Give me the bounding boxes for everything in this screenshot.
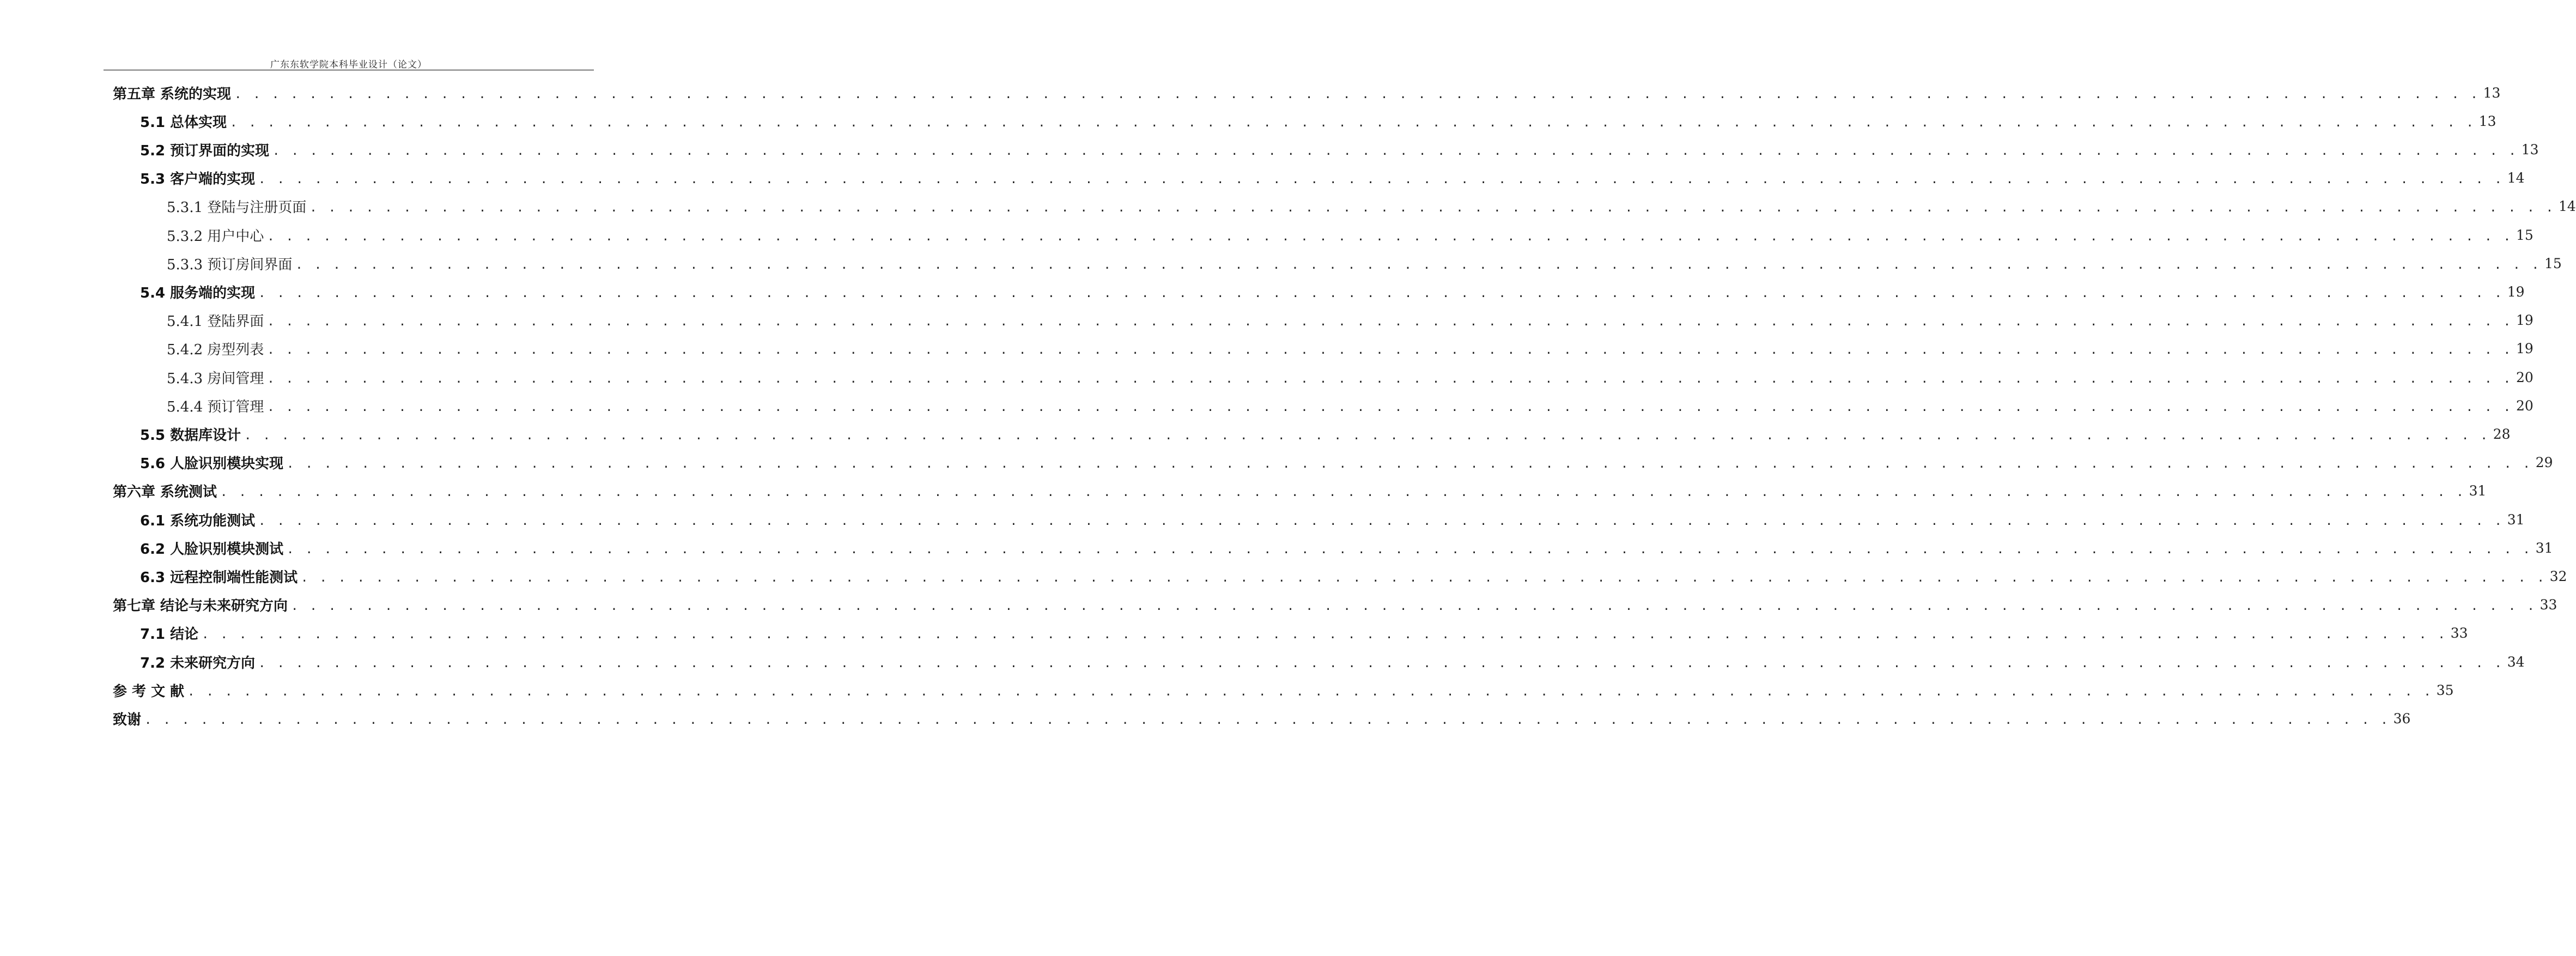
toc-entry[interactable] [167, 338, 2534, 359]
toc-entry-label: 5.4.2 房型列表 [167, 342, 264, 359]
toc-entry-page-number: 19 [2516, 341, 2534, 357]
dot-leader: . . . . . . . . . . . . . . . . . . . . . . . . . . . . . . . . . . . . . . . . . . . . . . . . . . . . . . . . . . . . . . . . . . . . . . . . . . . . . . . . . . . . . . . . . . . . . . . . . . . . . . . . . . . . . . . . . . . . . . . . [267, 229, 2513, 244]
toc-entry-page-number: 20 [2516, 397, 2534, 414]
toc-entry-page-number: 36 [2393, 710, 2411, 727]
dot-leader: . . . . . . . . . . . . . . . . . . . . . . . . . . . . . . . . . . . . . . . . . . . . . . . . . . . . . . . . . . . . . . . . . . . . . . . . . . . . . . . . . . . . . . . . . . . . . . . . . . . . . . . . . . . . . . . . . . . . . . . . [230, 116, 2476, 130]
toc-entry-label: 5.3.1 登陆与注册页面 [167, 199, 307, 216]
toc-entry-page-number: 33 [2450, 625, 2468, 642]
toc-entry[interactable] [167, 225, 2534, 245]
toc-entry[interactable] [167, 395, 2534, 416]
toc-entry-label: 5.1 总体实现 [140, 114, 227, 131]
toc-entry-page-number: 31 [2507, 511, 2525, 528]
dot-leader: . . . . . . . . . . . . . . . . . . . . . . . . . . . . . . . . . . . . . . . . . . . . . . . . . . . . . . . . . . . . . . . . . . . . . . . . . . . . . . . . . . . . . . . . . . . . . . . . . . . . . . . . . . . . . . . . . . . . . . . . [267, 400, 2513, 414]
dot-leader: . . . . . . . . . . . . . . . . . . . . . . . . . . . . . . . . . . . . . . . . . . . . . . . . . . . . . . . . . . . . . . . . . . . . . . . . . . . . . . . . . . . . . . . . . . . . . . . . . . . . . . . . . . . . . . . . . . . . . . . . [258, 286, 2504, 300]
toc-entry-label: 第五章 系统的实现 [113, 86, 232, 102]
dot-leader: . . . . . . . . . . . . . . . . . . . . . . . . . . . . . . . . . . . . . . . . . . . . . . . . . . . . . . . . . . . . . . . . . . . . . . . . . . . . . . . . . . . . . . . . . . . . . . . . . . . . . . . . . . . . . . . . . . . . . . . . [287, 457, 2532, 471]
dot-leader: . . . . . . . . . . . . . . . . . . . . . . . . . . . . . . . . . . . . . . . . . . . . . . . . . . . . . . . . . . . . . . . . . . . . . . . . . . . . . . . . . . . . . . . . . . . . . . . . . . . . . . . . . . . . . . . . . . . . . . . . [258, 514, 2504, 528]
toc-entry-label: 7.1 结论 [140, 626, 199, 643]
toc-entry[interactable] [140, 281, 2525, 302]
dot-leader: . . . . . . . . . . . . . . . . . . . . . . . . . . . . . . . . . . . . . . . . . . . . . . . . . . . . . . . . . . . . . . . . . . . . . . . . . . . . . . . . . . . . . . . . . . . . . . . . . . . . . . . . . . . . . . . . . . . . . . . . [267, 372, 2513, 386]
toc-entry[interactable] [167, 310, 2534, 331]
toc-entry-page-number: 15 [2516, 227, 2534, 243]
toc-entry-label: 6.2 人脸识别模块测试 [140, 541, 284, 558]
dot-leader: . . . . . . . . . . . . . . . . . . . . . . . . . . . . . . . . . . . . . . . . . . . . . . . . . . . . . . . . . . . . . . . . . . . . . . . . . . . . . . . . . . . . . . . . . . . . . . . . . . . . . . . . . . . . . . . . . . . . . . . . [267, 343, 2513, 358]
toc-entry[interactable] [140, 452, 2553, 473]
toc-entry-label: 5.6 人脸识别模块实现 [140, 456, 284, 473]
toc-entry[interactable] [140, 111, 2496, 131]
toc-entry-label: 5.4 服务端的实现 [140, 285, 256, 301]
dot-leader: . . . . . . . . . . . . . . . . . . . . . . . . . . . . . . . . . . . . . . . . . . . . . . . . . . . . . . . . . . . . . . . . . . . . . . . . . . . . . . . . . . . . . . . . . . . . . . . . . . . . . . . . . . . . . . . . . . . . . . . . [244, 428, 2490, 443]
toc-entry-page-number: 35 [2436, 682, 2454, 698]
toc-entry-page-number: 14 [2507, 170, 2525, 186]
toc-entry-page-number: 32 [2549, 568, 2567, 584]
toc-entry-label: 7.2 未来研究方向 [140, 655, 256, 671]
dot-leader: . . . . . . . . . . . . . . . . . . . . . . . . . . . . . . . . . . . . . . . . . . . . . . . . . . . . . . . . . . . . . . . . . . . . . . . . . . . . . . . . . . . . . . . . . . . . . . . . . . . . . . . . . . . . . . . . . . . . . . . . [287, 542, 2532, 556]
toc-entry-page-number: 15 [2544, 255, 2562, 271]
toc-entry-page-number: 31 [2469, 483, 2487, 499]
dot-leader: . . . . . . . . . . . . . . . . . . . . . . . . . . . . . . . . . . . . . . . . . . . . . . . . . . . . . . . . . . . . . . . . . . . . . . . . . . . . . . . . . . . . . . . . . . . . . . . . . . . . . . . . . . . . . . . . . . . . . . . . [187, 685, 2433, 699]
toc-entry-label: 5.4.4 预订管理 [167, 398, 264, 415]
running-header: 广东东软学院本科毕业设计（论文） [270, 59, 427, 70]
toc-entry[interactable] [140, 423, 2511, 444]
toc-entry-label: 5.5 数据库设计 [140, 427, 241, 444]
toc-entry-page-number: 33 [2539, 597, 2557, 613]
toc-entry-label: 参 考 文 献 [113, 683, 185, 700]
toc-entry[interactable] [140, 623, 2468, 644]
toc-entry[interactable] [167, 253, 2562, 274]
dot-leader: . . . . . . . . . . . . . . . . . . . . . . . . . . . . . . . . . . . . . . . . . . . . . . . . . . . . . . . . . . . . . . . . . . . . . . . . . . . . . . . . . . . . . . . . . . . . . . . . . . . . . . . . . . . . . . . . . . . . . . . . [220, 486, 2466, 500]
dot-leader: . . . . . . . . . . . . . . . . . . . . . . . . . . . . . . . . . . . . . . . . . . . . . . . . . . . . . . . . . . . . . . . . . . . . . . . . . . . . . . . . . . . . . . . . . . . . . . . . . . . . . . . . . . . . . . . . . . . . . . . . [309, 201, 2556, 215]
dot-leader: . . . . . . . . . . . . . . . . . . . . . . . . . . . . . . . . . . . . . . . . . . . . . . . . . . . . . . . . . . . . . . . . . . . . . . . . . . . . . . . . . . . . . . . . . . . . . . . . . . . . . . . . . . . . . . . . . . . . . . . . [295, 258, 2542, 272]
toc-entry-label: 第七章 结论与未来研究方向 [113, 598, 288, 615]
toc-entry[interactable] [113, 481, 2487, 501]
toc-entry[interactable] [140, 139, 2539, 160]
dot-leader: . . . . . . . . . . . . . . . . . . . . . . . . . . . . . . . . . . . . . . . . . . . . . . . . . . . . . . . . . . . . . . . . . . . . . . . . . . . . . . . . . . . . . . . . . . . . . . . . . . . . . . . . . . . . . . . . . . . . . . . . [202, 628, 2447, 642]
toc-entry-page-number: 13 [2483, 84, 2501, 101]
dot-leader: . . . . . . . . . . . . . . . . . . . . . . . . . . . . . . . . . . . . . . . . . . . . . . . . . . . . . . . . . . . . . . . . . . . . . . . . . . . . . . . . . . . . . . . . . . . . . . . . . . . . . . . . . . . . . . . . . . . . . . . . [301, 571, 2547, 585]
toc-entry[interactable] [140, 537, 2553, 558]
toc-entry[interactable] [140, 168, 2525, 189]
toc-entry-page-number: 13 [2478, 113, 2496, 129]
toc-entry-page-number: 31 [2535, 540, 2553, 556]
toc-entry-page-number: 14 [2559, 198, 2576, 215]
toc-entry-page-number: 29 [2535, 455, 2553, 471]
toc-entry-page-number: 34 [2507, 654, 2525, 670]
toc-entry-label: 第六章 系统测试 [113, 484, 217, 501]
toc-entry-label: 5.3.3 预订房间界面 [167, 256, 293, 273]
toc-entry[interactable] [113, 595, 2557, 615]
dot-leader: . . . . . . . . . . . . . . . . . . . . . . . . . . . . . . . . . . . . . . . . . . . . . . . . . . . . . . . . . . . . . . . . . . . . . . . . . . . . . . . . . . . . . . . . . . . . . . . . . . . . . . . . . . . . . . . . . . . . . . . . [258, 173, 2504, 187]
toc-entry[interactable] [113, 680, 2454, 700]
dot-leader: . . . . . . . . . . . . . . . . . . . . . . . . . . . . . . . . . . . . . . . . . . . . . . . . . . . . . . . . . . . . . . . . . . . . . . . . . . . . . . . . . . . . . . . . . . . . . . . . . . . . . . . . . . . . . . . . . . . . . . . . [291, 600, 2537, 614]
dot-leader: . . . . . . . . . . . . . . . . . . . . . . . . . . . . . . . . . . . . . . . . . . . . . . . . . . . . . . . . . . . . . . . . . . . . . . . . . . . . . . . . . . . . . . . . . . . . . . . . . . . . . . . . . . . . . . . . . . . . . . . . [234, 87, 2480, 101]
toc-entry[interactable] [140, 566, 2567, 586]
toc-entry-page-number: 28 [2493, 426, 2511, 442]
toc-entry-page-number: 13 [2521, 141, 2539, 158]
toc-entry-label: 5.3 客户端的实现 [140, 171, 256, 188]
toc-entry[interactable] [113, 82, 2501, 103]
toc-entry-label: 5.4.3 房间管理 [167, 370, 264, 387]
toc-entry-label: 5.2 预订界面的实现 [140, 142, 270, 159]
toc-entry-label: 6.3 远程控制端性能测试 [140, 569, 298, 586]
toc-entry-page-number: 19 [2516, 312, 2534, 329]
toc-entry[interactable] [140, 509, 2525, 530]
toc-entry[interactable] [167, 367, 2534, 388]
toc-entry[interactable] [140, 651, 2525, 672]
dot-leader: . . . . . . . . . . . . . . . . . . . . . . . . . . . . . . . . . . . . . . . . . . . . . . . . . . . . . . . . . . . . . . . . . . . . . . . . . . . . . . . . . . . . . . . . . . . . . . . . . . . . . . . . . . . . . . . . . . . . . . . . [144, 713, 2390, 727]
dot-leader: . . . . . . . . . . . . . . . . . . . . . . . . . . . . . . . . . . . . . . . . . . . . . . . . . . . . . . . . . . . . . . . . . . . . . . . . . . . . . . . . . . . . . . . . . . . . . . . . . . . . . . . . . . . . . . . . . . . . . . . . [272, 144, 2518, 158]
dot-leader: . . . . . . . . . . . . . . . . . . . . . . . . . . . . . . . . . . . . . . . . . . . . . . . . . . . . . . . . . . . . . . . . . . . . . . . . . . . . . . . . . . . . . . . . . . . . . . . . . . . . . . . . . . . . . . . . . . . . . . . . [258, 656, 2504, 670]
toc-entry-label: 5.4.1 登陆界面 [167, 313, 264, 330]
toc-entry[interactable] [113, 708, 2411, 729]
toc-entry-label: 6.1 系统功能测试 [140, 512, 256, 529]
toc-entry-label: 致谢 [113, 711, 142, 728]
toc-entry[interactable] [167, 196, 2576, 217]
toc-entry-label: 5.3.2 用户中心 [167, 228, 264, 245]
toc-entry-page-number: 19 [2507, 283, 2525, 300]
dot-leader: . . . . . . . . . . . . . . . . . . . . . . . . . . . . . . . . . . . . . . . . . . . . . . . . . . . . . . . . . . . . . . . . . . . . . . . . . . . . . . . . . . . . . . . . . . . . . . . . . . . . . . . . . . . . . . . . . . . . . . . . [267, 315, 2513, 329]
toc-entry-page-number: 20 [2516, 369, 2534, 385]
